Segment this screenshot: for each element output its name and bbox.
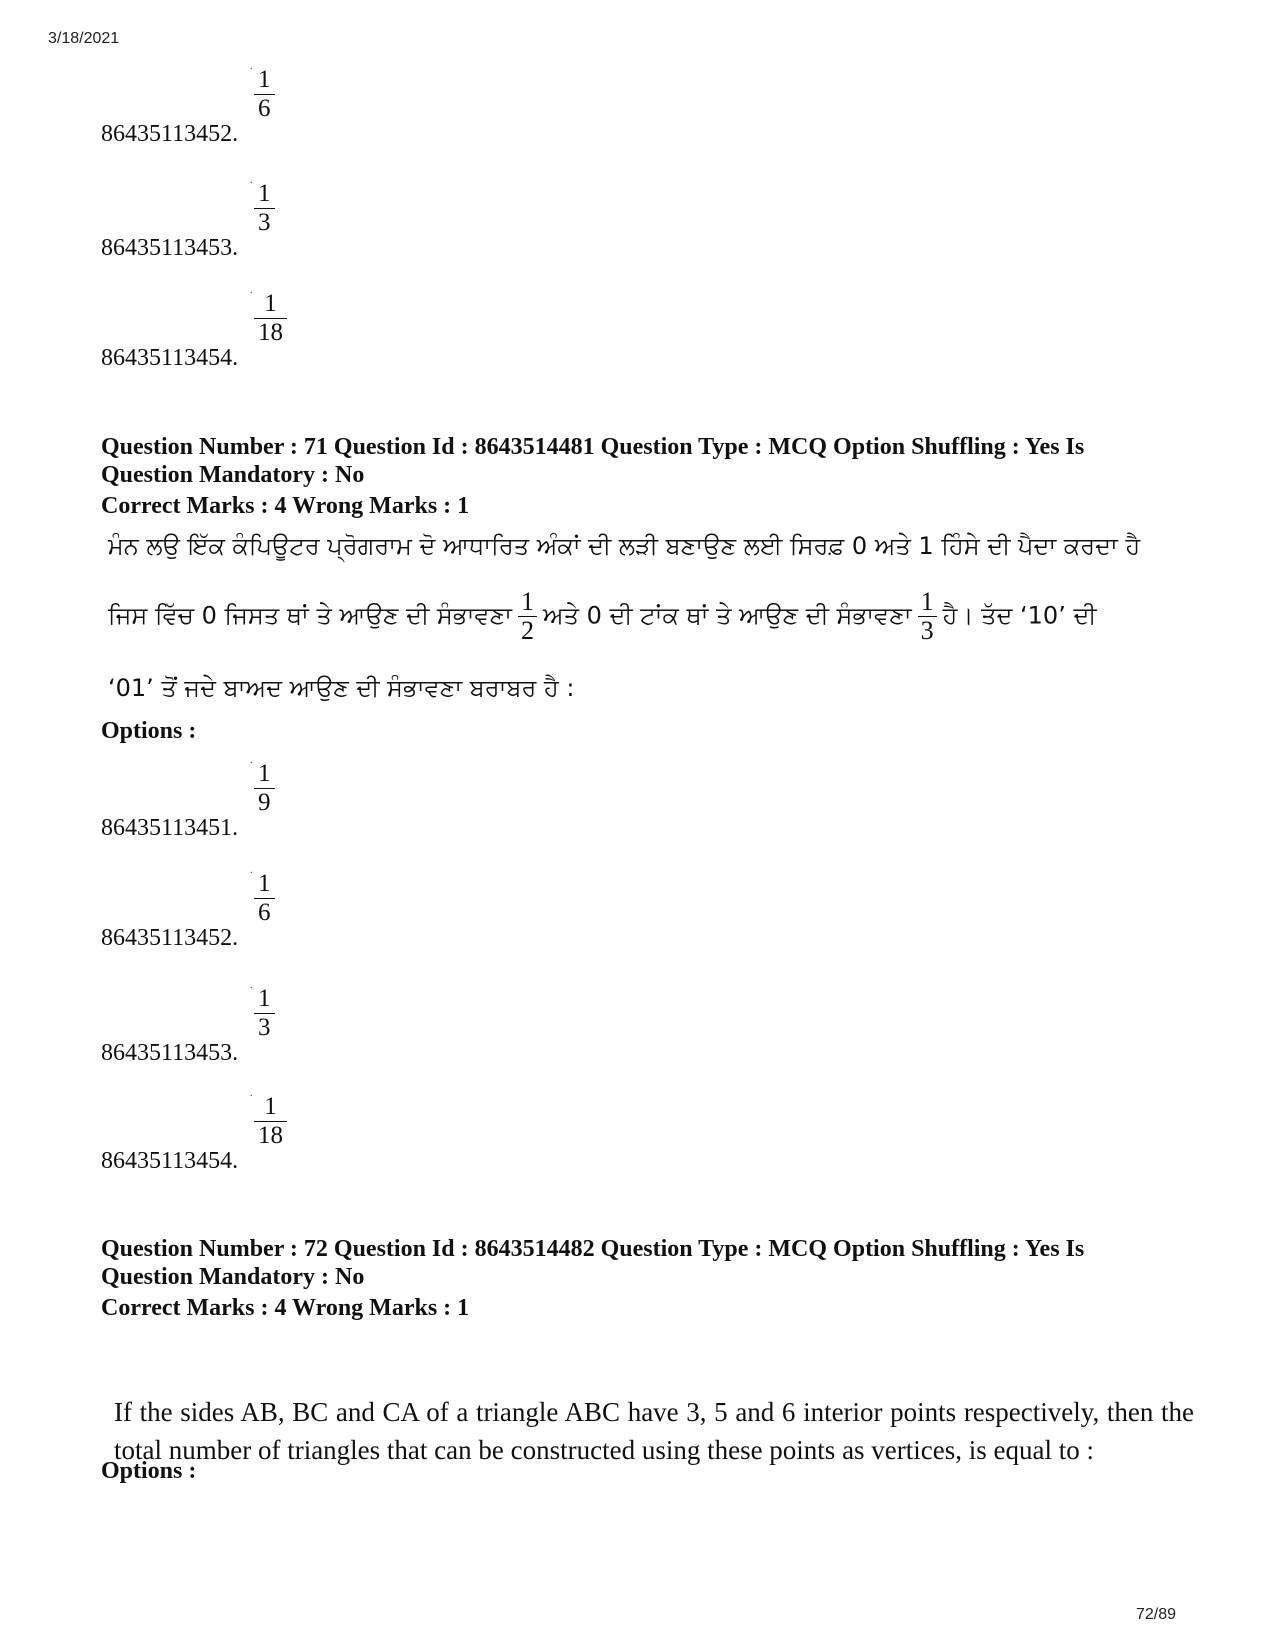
inline-fraction-half: $\frac{1}{2}$ (518, 588, 537, 645)
option-item (101, 175, 501, 261)
option-fraction: . 1 3 (254, 180, 275, 237)
option-id: 86435113452. (101, 121, 239, 147)
option-item (101, 1088, 501, 1174)
option-fraction: . 1 3 (254, 985, 275, 1042)
question-71-text-line-2 (108, 588, 1097, 645)
option-id: 86435113451. (101, 815, 239, 841)
option-item (101, 285, 501, 371)
option-id: 86435113453. (101, 235, 239, 261)
option-item (101, 865, 501, 951)
question-71-marks: Correct Marks : 4 Wrong Marks : 1 (101, 493, 470, 519)
question-71-meta: Question Number : 71 Question Id : 8643514481 Question Type : MCQ Option Shuffling : Yes Is Question Mandatory : No (101, 434, 1085, 488)
option-item (101, 980, 501, 1066)
option-id: 86435113453. (101, 1040, 239, 1066)
inline-fraction-third: $\frac{1}{3}$ (918, 588, 937, 645)
option-id: 86435113454. (101, 345, 239, 371)
question-71-text-line-1: ਮੰਨ ਲਉ ਇੱਕ ਕੰਪਿਊਟਰ ਪ੍ਰੋਗਰਾਮ ਦੋ ਆਧਾਰਿਤ ਅੰਕਾਂ ਦੀ ਲੜੀ ਬਣਾਉਣ ਲਈ ਸਿਰਫ਼ 0 ਅਤੇ 1 ਹਿੰਸੇ ਦੀ ਪੈਦਾ ਕਰਦਾ ਹੈ (108, 532, 1141, 560)
page-number: 72/89 (1135, 1606, 1176, 1623)
option-fraction: . 1 18 (254, 1093, 287, 1150)
option-id: 86435113454. (101, 1148, 239, 1174)
question-71-text-segment: ਜਿਸ ਵਿੱਚ 0 ਜਿਸਤ ਥਾਂ ਤੇ ਆਉਣ ਦੀ ਸੰਭਾਵਣਾ (108, 601, 512, 630)
option-fraction: . 1 9 (254, 760, 275, 817)
question-72-options-label: Options : (101, 1458, 197, 1484)
option-fraction: . 1 18 (254, 290, 287, 347)
question-71-options-label: Options : (101, 718, 197, 744)
option-item (101, 61, 501, 147)
question-71-text-segment: ਅਤੇ 0 ਦੀ ਟਾਂਕ ਥਾਂ ਤੇ ਆਉਣ ਦੀ ਸੰਭਾਵਣਾ (543, 601, 912, 630)
question-72-text: If the sides AB, BC and CA of a triangle ABC have 3, 5 and 6 interior points respectively, then the total number of triangles that can be constructed using these points as vertices, is equal to : (114, 1397, 1194, 1465)
question-71-text-segment: ਹੈ। ਤੱਦ ‘10’ ਦੀ (942, 601, 1097, 630)
question-72-meta: Question Number : 72 Question Id : 8643514482 Question Type : MCQ Option Shuffling : Yes Is Question Mandatory : No (101, 1236, 1085, 1290)
question-71-text-line-3: ‘01’ ਤੋਂ ਜਦੇ ਬਾਅਦ ਆਉਣ ਦੀ ਸੰਭਾਵਣਾ ਬਰਾਬਰ ਹੈ : (108, 674, 575, 702)
question-72-marks: Correct Marks : 4 Wrong Marks : 1 (101, 1295, 470, 1321)
option-fraction: . 1 6 (254, 66, 275, 123)
option-fraction: . 1 6 (254, 870, 275, 927)
print-date: 3/18/2021 (48, 30, 120, 47)
option-id: 86435113452. (101, 925, 239, 951)
option-item (101, 755, 501, 841)
